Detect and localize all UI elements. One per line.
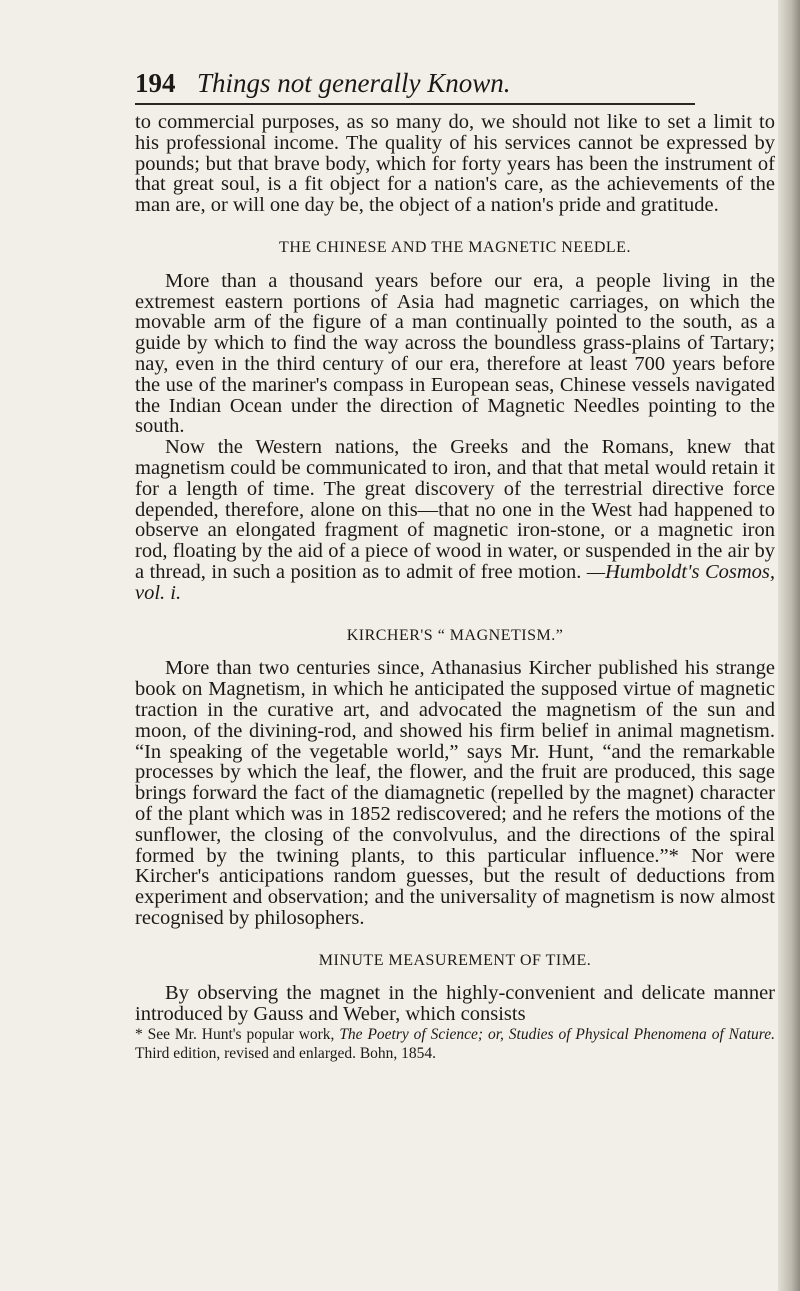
body-text (135, 112, 775, 1063)
section-heading-minute-time: MINUTE MEASUREMENT OF TIME. (318, 951, 592, 969)
footnote-prefix: * See Mr. Hunt's popular work, (135, 1026, 340, 1044)
paragraph-chinese-2-text: Now the Western nations, the Greeks and the Romans, knew that magnetism could be communicated to iron, and that that metal would retain it for a length of time. The great discovery of the terrestrial directive force depended, therefore, alone on this—that no one in the West had happened to observe an elongated fragment of magnetic iron-stone, or a magnetic iron rod, floating by the aid of a piece of wood in water, or suspended in the air by a thread, in such a position as to admit of free motion. (135, 436, 775, 583)
section-heading-kircher: KIRCHER'S “ MAGNETISM.” (346, 626, 564, 644)
citation-humboldt: —Humboldt's Cosmos, vol. i. (135, 560, 775, 604)
page-header (135, 68, 695, 108)
section-heading-chinese-needle: THE CHINESE AND THE MAGNETIC NEEDLE. (279, 238, 631, 256)
page-edge (778, 0, 800, 1291)
intro-paragraph: to commercial purposes, as so many do, we should not like to set a limit to his professional income. The quality of his services cannot be expressed by pounds; but that brave body, which for forty years has been the instrument of that great soul, is a fit object for a nation's care, as the achievements of the man are, or will one day be, the object of a nation's pride and gratitude. (135, 111, 775, 217)
paragraph-minute-time: By observing the magnet in the highly-convenient and delicate manner introduced by Gauss and Weber, which consists (135, 982, 775, 1026)
paragraph-kircher: More than two centuries since, Athanasius Kircher published his strange book on Magnetism, in which he anticipated the supposed virtue of magnetic traction in the curative art, and advocated the magnetism of the sun and moon, of the divining-rod, and showed his firm belief in animal magnetism. “In speaking of the vegetable world,” says Mr. Hunt, “and the remarkable processes by which the leaf, the flower, and the fruit are produced, this sage brings forward the fact of the diamagnetic (repelled by the magnet) character of the plant which was in 1852 rediscovered; and he refers the motions of the sunflower, the closing of the convolvulus, and the directions of the spiral formed by the twining plants, to this particular influence.”* Nor were Kircher's anticipations random guesses, but the result of deductions from experiment and observation; and the universality of magnetism is now almost recognised by philosophers. (135, 657, 775, 929)
paragraph-chinese-2 (135, 437, 775, 603)
running-title: Things not generally Known. (197, 68, 511, 98)
footnote-title: The Poetry of Science; or, Studies of Physical Phenomena of Nature. (339, 1026, 775, 1044)
header-rule (135, 103, 695, 105)
footnote-suffix: Third edition, revised and enlarged. Bohn, 1854. (135, 1045, 437, 1063)
footnote (135, 1025, 775, 1063)
paragraph-chinese-1: More than a thousand years before our era, a people living in the extremest eastern portions of Asia had magnetic carriages, on which the movable arm of the figure of a man continually pointed to the south, as a guide by which to find the way across the boundless grass-plains of Tartary; nay, even in the third century of our era, therefore at least 700 years before the use of the mariner's compass in European seas, Chinese vessels navigated the Indian Ocean under the direction of Magnetic Needles pointing to the south. (135, 269, 775, 438)
page-number: 194 (135, 68, 176, 98)
